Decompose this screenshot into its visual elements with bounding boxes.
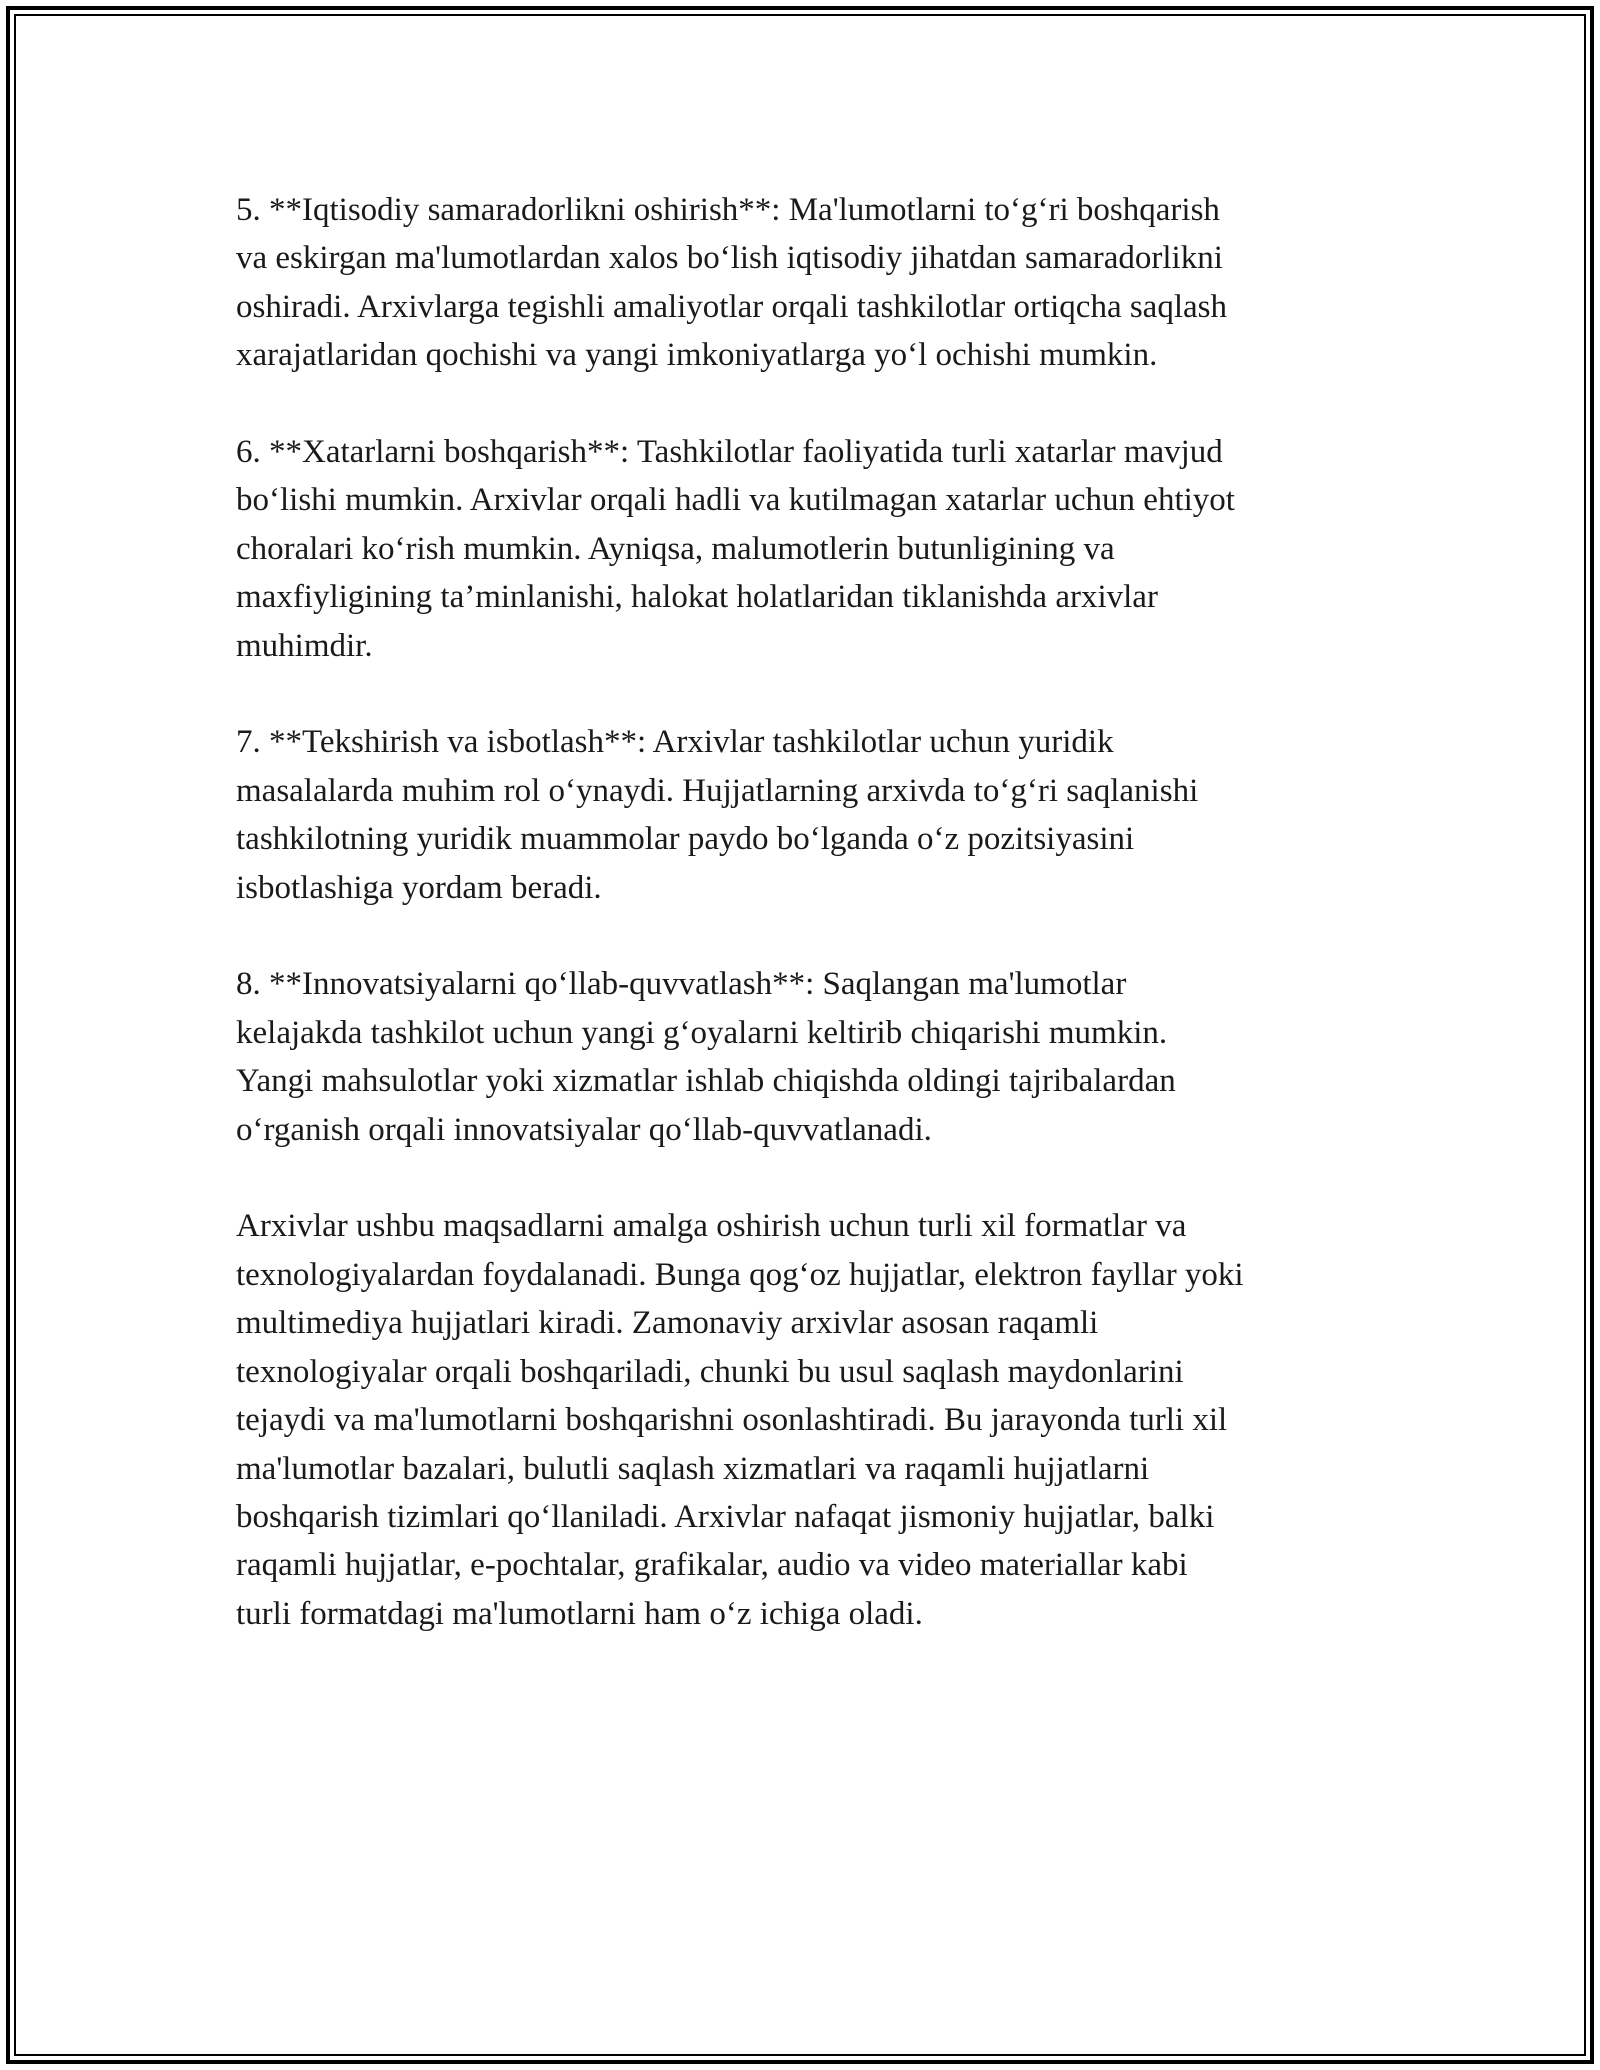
text-line: ma'lumotlar bazalari, bulutli saqlash xizmatlari va raqamli hujjatlarni bbox=[236, 1450, 1150, 1487]
text-line: 8. **Innovatsiyalarni qo‘llab-quvvatlash**: Saqlangan ma'lumotlar bbox=[236, 966, 1127, 1003]
document-body bbox=[236, 186, 1386, 1687]
paragraph-verification bbox=[236, 718, 1386, 912]
text-line: tejaydi va ma'lumotlarni boshqarishni osonlashtiradi. Bu jarayonda turli xil bbox=[236, 1402, 1228, 1439]
text-line: o‘rganish orqali innovatsiyalar qo‘llab-quvvatlanadi. bbox=[236, 1111, 932, 1148]
text-line: maxfiyligining ta’minlanishi, halokat holatlaridan tiklanishda arxivlar bbox=[236, 579, 1158, 616]
text-line: masalalarda muhim rol o‘ynaydi. Hujjatlarning arxivda to‘g‘ri saqlanishi bbox=[236, 772, 1199, 809]
text-line: boshqarish tizimlari qo‘llaniladi. Arxivlar nafaqat jismoniy hujjatlar, balki bbox=[236, 1498, 1215, 1535]
text-line: isbotlashiga yordam beradi. bbox=[236, 869, 602, 906]
text-line: texnologiyalardan foydalanadi. Bunga qog‘oz hujjatlar, elektron fayllar yoki bbox=[236, 1256, 1244, 1293]
text-line: xarajatlaridan qochishi va yangi imkoniyatlarga yo‘l ochishi mumkin. bbox=[236, 337, 1158, 374]
paragraph-archive-formats bbox=[236, 1202, 1386, 1638]
text-line: muhimdir. bbox=[236, 627, 373, 664]
text-line: texnologiyalar orqali boshqariladi, chunki bu usul saqlash maydonlarini bbox=[236, 1353, 1184, 1390]
text-line: 7. **Tekshirish va isbotlash**: Arxivlar tashkilotlar uchun yuridik bbox=[236, 724, 1114, 761]
text-line: turli formatdagi ma'lumotlarni ham o‘z ichiga oladi. bbox=[236, 1595, 923, 1632]
paragraph-economic-efficiency bbox=[236, 186, 1386, 380]
text-line: Arxivlar ushbu maqsadlarni amalga oshirish uchun turli xil formatlar va bbox=[236, 1208, 1187, 1245]
text-line: raqamli hujjatlar, e-pochtalar, grafikalar, audio va video materiallar kabi bbox=[236, 1547, 1188, 1584]
text-line: bo‘lishi mumkin. Arxivlar orqali hadli va kutilmagan xatarlar uchun ehtiyot bbox=[236, 482, 1235, 519]
paragraph-innovation-support bbox=[236, 960, 1386, 1154]
text-line: 6. **Xatarlarni boshqarish**: Tashkilotlar faoliyatida turli xatarlar mavjud bbox=[236, 434, 1223, 471]
paragraph-risk-management bbox=[236, 428, 1386, 670]
text-line: kelajakda tashkilot uchun yangi g‘oyalarni keltirib chiqarishi mumkin. bbox=[236, 1014, 1168, 1051]
text-line: oshiradi. Arxivlarga tegishli amaliyotlar orqali tashkilotlar ortiqcha saqlash bbox=[236, 288, 1227, 325]
text-line: tashkilotning yuridik muammolar paydo bo‘lganda o‘z pozitsiyasini bbox=[236, 821, 1135, 858]
text-line: Yangi mahsulotlar yoki xizmatlar ishlab chiqishda oldingi tajribalardan bbox=[236, 1063, 1176, 1100]
text-line: multimediya hujjatlari kiradi. Zamonaviy arxivlar asosan raqamli bbox=[236, 1305, 1099, 1342]
text-line: va eskirgan ma'lumotlardan xalos bo‘lish iqtisodiy jihatdan samaradorlikni bbox=[236, 240, 1223, 277]
text-line: 5. **Iqtisodiy samaradorlikni oshirish**: Ma'lumotlarni to‘g‘ri boshqarish bbox=[236, 192, 1220, 228]
text-line: choralari ko‘rish mumkin. Ayniqsa, malumotlerin butunligining va bbox=[236, 530, 1115, 567]
